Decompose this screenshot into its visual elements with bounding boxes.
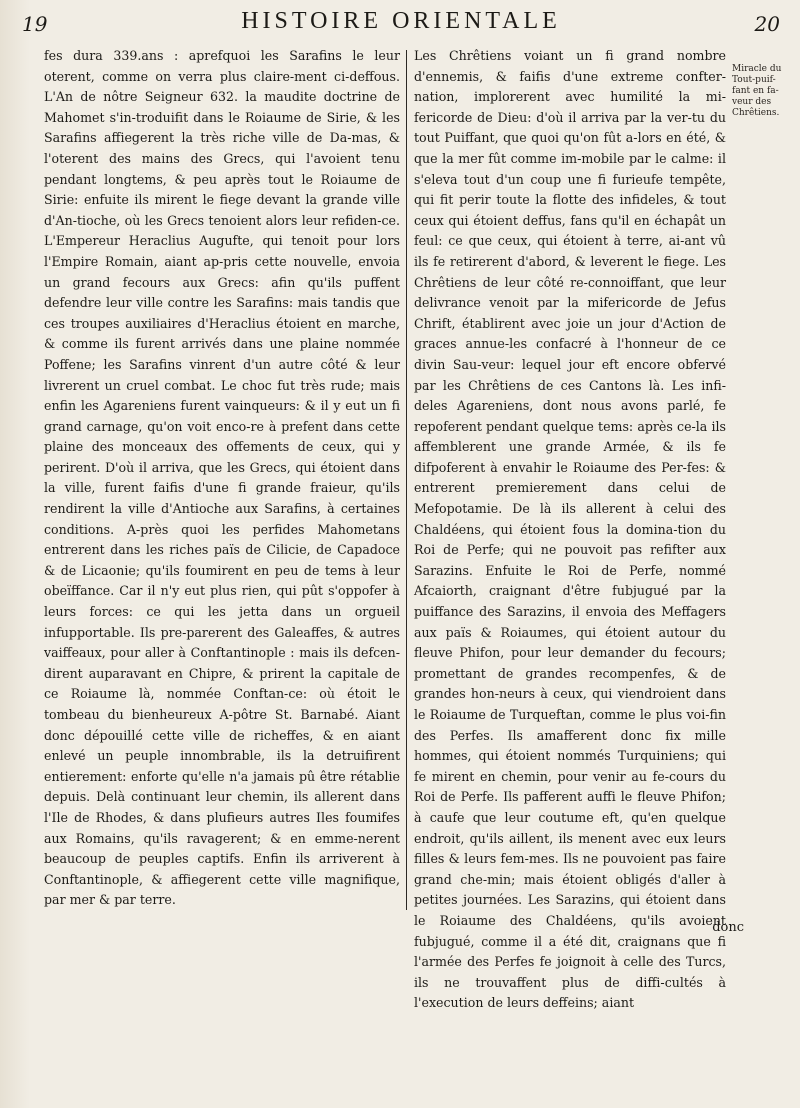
margin-note: Miracle du Tout-puif-fant en fa-veur des Chrêtiens. (732, 64, 782, 118)
left-column-text: fes dura 339.ans : aprefquoi les Sarafins le leur oterent, comme on verra plus claire-ment ci-deffous. L'An de nôtre Seigneur 632. la maudite doctrine de Mahomet s'in-troduifit dans le Roiaume de Sirie, & les Sarafins affiegerent la très riche ville de Da-mas, & l'oterent des mains des Grecs, qui l'avoient tenu pendant longtems, & peu après tout le Roiaume de Sirie: enfuite ils mirent le fiege devant la grande ville d'An-tioche, où les Grecs tenoient alors leur refiden-ce. L'Empereur Heraclius Augufte, qui tenoit pour lors l'Empire Romain, aiant ap-pris cette nouvelle, envoia un grand fecours aux Grecs: afin qu'ils puffent defendre leur ville contre les Sarafins: mais tandis que ces troupes auxiliaires d'Heraclius étoient en marche, & comme ils furent arrivés dans une plaine nommée Poffene; les Sarafins vinrent d'un autre côté & leur livrerent un cruel combat. Le choc fut très rude; mais enfin les Agareniens furent vainqueurs: & il y eut un fi grand carnage, qu'on voit enco-re à prefent dans cette plaine des monceaux des offements de ceux, qui y perirent. D'où il arriva, que les Grecs, qui étoient dans la ville, furent faifis d'une fi grande fraieur, qu'ils rendirent la ville d'Antioche aux Sarafins, à certaines conditions. A-près quoi les perfides Mahometans entrerent dans les riches païs de Cilicie, de Capadoce & de Licaonie; qu'ils foumirent en peu de tems à leur obeïffance. Car il n'y eut plus rien, qui pût s'oppofer à leurs forces: ce qui les jetta dans un orgueil infupportable. Ils pre-parerent des Galeaffes, & autres vaiffeaux, pour aller à Conftantinople : mais ils defcen-dirent auparavant en Chipre, & prirent la capitale de ce Roiaume là, nommée Conftan-ce: où étoit le tombeau du bienheureux A-pôtre St. Barnabé. Aiant donc dépouillé cette ville de richeffes, & en aiant enlevé un peuple innombrable, ils la detruifirent entierement: enforte qu'elle n'a jamais pû être rétablie depuis. Delà continuant leur chemin, ils allerent dans l'Ile de Rhodes, & dans plufieurs autres Iles foumifes aux Romains, qu'ils ravagerent; & en emme-nerent beaucoup de peuples captifs. Enfin ils arriverent à Conftantinople, & affiegerent cette ville magnifique, par mer & par terre. (44, 48, 400, 908)
page-number-right: 20 (754, 12, 780, 36)
right-column (414, 46, 726, 1014)
column-divider (406, 50, 407, 910)
left-column (44, 46, 400, 911)
page-edge (0, 0, 30, 1108)
page-number-left: 19 (22, 12, 48, 36)
right-column-text: Les Chrêtiens voiant un fi grand nombre d'ennemis, & faifis d'une extreme confter-nation, implorerent avec humilité la mi-fericorde de Dieu: d'où il arriva par la ver-tu du tout Puiffant, que quoi qu'on fût a-lors en été, & que la mer fût comme im-mobile par le calme: il s'eleva tout d'un coup une fi furieufe tempête, qui fit perir toute la flotte des infideles, & tout ceux qui étoient deffus, fans qu'il en échapât un feul: ce que ceux, qui étoient à terre, ai-ant vû ils fe retirerent d'abord, & leverent le fiege. Les Chrêtiens de leur côté re-connoiffant, que leur delivrance venoit par la mifericorde de Jefus Chrift, établirent avec joie un jour d'Action de graces annue-les confacré à l'honneur de ce divin Sau-veur: lequel jour eft encore obfervé par les Chrêtiens de ces Cantons là. Les infi-deles Agareniens, dont nous avons parlé, fe repoferent pendant quelque tems: après ce-la ils affemblerent une grande Armée, & ils fe difpoferent à envahir le Roiaume des Per-fes: & entrerent premierement dans celui de Mefopotamie. De là ils allerent à celui des Chaldéens, qui étoient fous la domina-tion du Roi de Perfe; qui ne pouvoit pas refifter aux Sarazins. Enfuite le Roi de Perfe, nommé Afcaiorth, craignant d'être fubjugué par la puiffance des Sarazins, il envoia des Meffagers aux païs & Roiaumes, qui étoient autour du fleuve Phifon, pour leur demander du fecours; promettant de grandes recompenfes, & de grandes hon-neurs à ceux, qui viendroient dans le Roiaume de Turqueftan, comme le plus voi-fin des Perfes. Ils amafferent donc fix mille hommes, qui étoient nommés Turquiniens; qui fe mirent en chemin, pour venir au fe-cours du Roi de Perfe. Ils pafferent auffi le fleuve Phifon; à caufe que leur coutume eft, qu'en quelque endroit, qu'ils aillent, ils menent avec eux leurs filles & leurs fem-mes. Ils ne pouvoient pas faire grand che-min; mais étoient obligés d'aller à petites journées. Les Sarazins, qui étoient dans le Roiaume des Chaldéens, qu'ils avoient fubjugué, comme il a été dit, craignans que fi l'armée des Perfes fe joignoit à celle des Turcs, ils ne trouvaffent plus de diffi-cultés à l'execution de leurs deffeins; aiant (414, 48, 726, 1011)
running-title: HISTOIRE ORIENTALE (241, 8, 561, 34)
catchword: donc (712, 920, 744, 935)
page-header (22, 6, 780, 46)
